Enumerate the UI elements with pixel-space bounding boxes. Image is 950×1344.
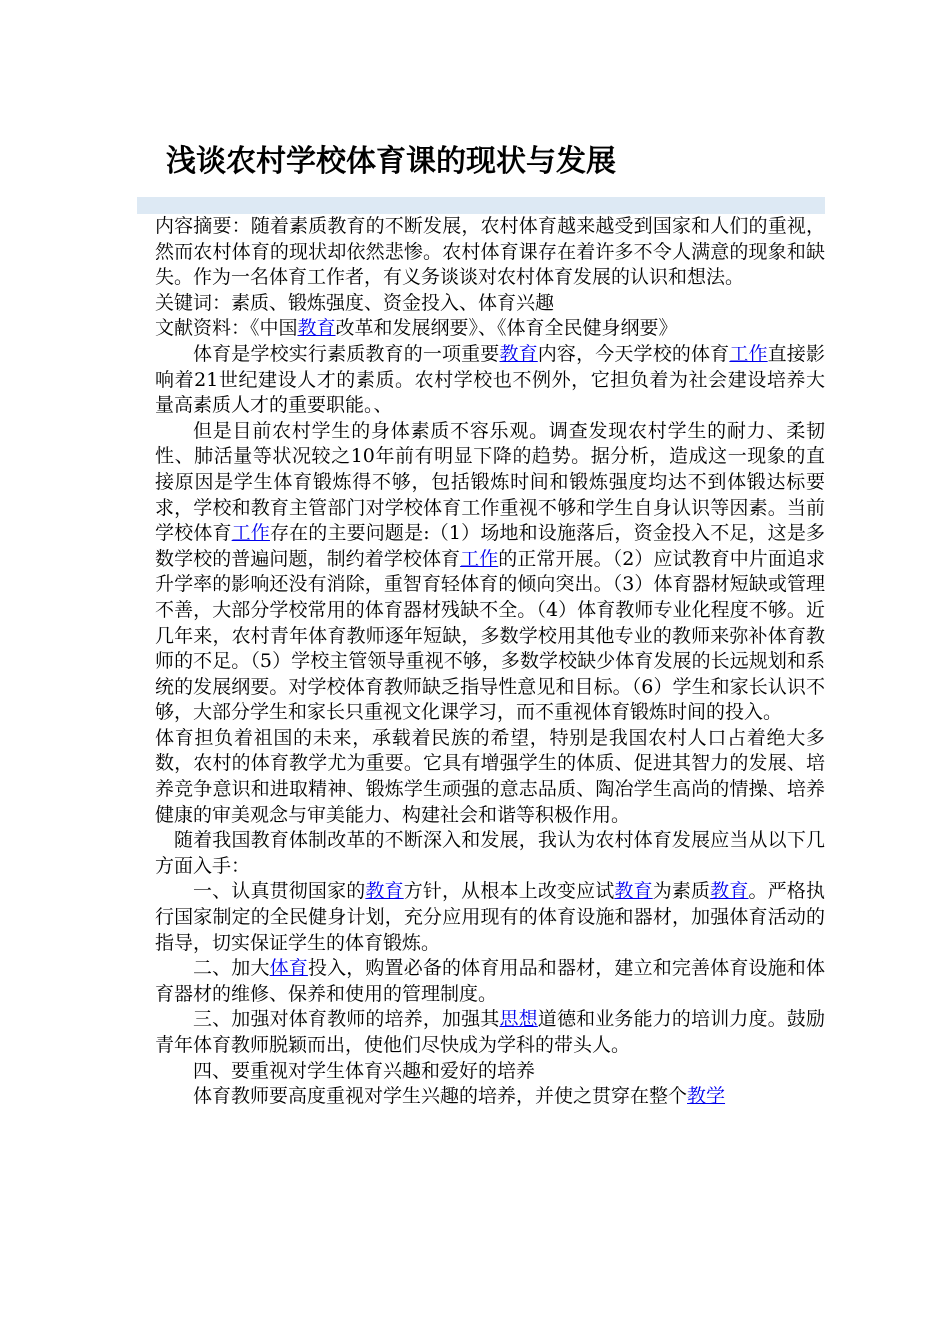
document-body bbox=[155, 214, 825, 1110]
paragraph-7 bbox=[155, 1007, 825, 1058]
references-prefix: 文献资料：《中国 bbox=[155, 317, 298, 340]
p6-text-a: 二、加大 bbox=[193, 957, 270, 980]
link-teaching[interactable]: 教学 bbox=[687, 1085, 726, 1108]
references-line bbox=[155, 316, 825, 342]
p5-text-d: 。严格执行国家制定的全民健身计划，充分应用现有的体育设施和器材，加强体育活动的指导，切实保证学生的体育锻炼。 bbox=[155, 880, 825, 954]
p1-text-b: 内容，今天学校的体育 bbox=[537, 342, 730, 365]
p5-text-c: 为素质 bbox=[652, 880, 711, 903]
references-suffix: 改革和发展纲要》、《体育全民健身纲要》 bbox=[335, 317, 678, 340]
link-education[interactable]: 教育 bbox=[710, 880, 749, 903]
p1-text-a: 体育是学校实行素质教育的一项重要 bbox=[193, 342, 500, 365]
paragraph-5 bbox=[155, 879, 825, 956]
link-work[interactable]: 工作 bbox=[729, 342, 768, 365]
paragraph-8: 四、要重视对学生体育兴趣和爱好的培养 bbox=[193, 1059, 536, 1082]
paragraph-9 bbox=[155, 1084, 825, 1110]
p7-text-b: 道德和业务能力的培训力度。鼓励青年体育教师脱颖而出，使他们尽快成为学科的带头人。 bbox=[155, 1008, 825, 1056]
p2-text-a: 但是目前农村学生的身体素质不容乐观。调查发现农村学生的耐力、柔韧性、肺活量等状况较之10年前有明显下降的趋势。据分析，造成这一现象的直接原因是学生体育锻炼得不够，包括锻炼时间和锻炼强度均达不到体锻达标要求，学校和教育主管部门对学校体育工作重视不够和学生自身认识等因素。当前学校体育 bbox=[155, 419, 825, 545]
p2-text-b: 存在的主要问题是:（1）场地和设施落后，资金投入不足，这是多数学校的普遍问题，制约着学校体育 bbox=[155, 522, 825, 570]
link-work[interactable]: 工作 bbox=[460, 547, 499, 570]
p2-text-c: 的正常开展。（2）应试教育中片面追求升学率的影响还没有消除，重智育轻体育的倾向突出。（3）体育器材短缺或管理不善，大部分学校常用的体育器材残缺不全。（4）体育教师专业化程度不够。近几年来，农村青年体育教师逐年短缺，多数学校用其他专业的教师来弥补体育教师的不足。（5）学校主管领导重视不够，多数学校缺少体育发展的长远规划和系统的发展纲要。对学校体育教师缺乏指导性意见和目标。（6）学生和家长认识不够，大部分学生和家长只重视文化课学习，而不重视体育锻炼时间的投入。 bbox=[155, 547, 825, 724]
p6-text-b: 投入，购置必备的体育用品和器材，建立和完善体育设施和体育器材的维修、保养和使用的管理制度。 bbox=[155, 957, 825, 1005]
abstract-paragraph: 内容摘要：随着素质教育的不断发展，农村体育越来越受到国家和人们的重视，然而农村体育的现状却依然悲惨。农村体育课存在着许多不令人满意的现象和缺失。作为一名体育工作者，有义务谈谈对农村体育发展的认识和想法。 bbox=[155, 215, 825, 289]
keywords-line: 关键词：素质、锻炼强度、资金投入、体育兴趣 bbox=[155, 291, 555, 314]
link-thought[interactable]: 思想 bbox=[499, 1008, 538, 1031]
document-title: 浅谈农村学校体育课的现状与发展 bbox=[166, 144, 616, 179]
link-education[interactable]: 教育 bbox=[297, 317, 336, 340]
p7-text-a: 三、加强对体育教师的培养，加强其 bbox=[193, 1008, 500, 1031]
p5-text-a: 一、认真贯彻国家的 bbox=[193, 880, 366, 903]
paragraph-6 bbox=[155, 956, 825, 1007]
link-sports[interactable]: 体育 bbox=[269, 957, 308, 980]
paragraph-3: 体育担负着祖国的未来，承载着民族的希望，特别是我国农村人口占着绝大多数，农村的体育教学尤为重要。它具有增强学生的体质、促进其智力的发展、培养竞争意识和进取精神、锻炼学生顽强的意志品质、陶冶学生高尚的情操、培养健康的审美观念与审美能力、构建社会和谐等积极作用。 bbox=[155, 726, 825, 826]
link-work[interactable]: 工作 bbox=[231, 522, 270, 545]
paragraph-2 bbox=[155, 419, 825, 726]
link-education[interactable]: 教育 bbox=[365, 880, 404, 903]
paragraph-1 bbox=[155, 342, 825, 419]
p1-text-c: 直接影响着21世纪建设人才的素质。农村学校也不例外，它担负着为社会建设培养大量高素质人才的重要职能。、 bbox=[155, 342, 825, 417]
p9-text-a: 体育教师要高度重视对学生兴趣的培养，并使之贯穿在整个 bbox=[193, 1085, 688, 1108]
p5-text-b: 方针，从根本上改变应试 bbox=[403, 880, 615, 903]
paragraph-4: 随着我国教育体制改革的不断深入和发展，我认为农村体育发展应当从以下几方面入手： bbox=[155, 829, 825, 877]
header-band bbox=[137, 197, 825, 214]
link-education[interactable]: 教育 bbox=[499, 342, 538, 365]
link-education[interactable]: 教育 bbox=[614, 880, 653, 903]
